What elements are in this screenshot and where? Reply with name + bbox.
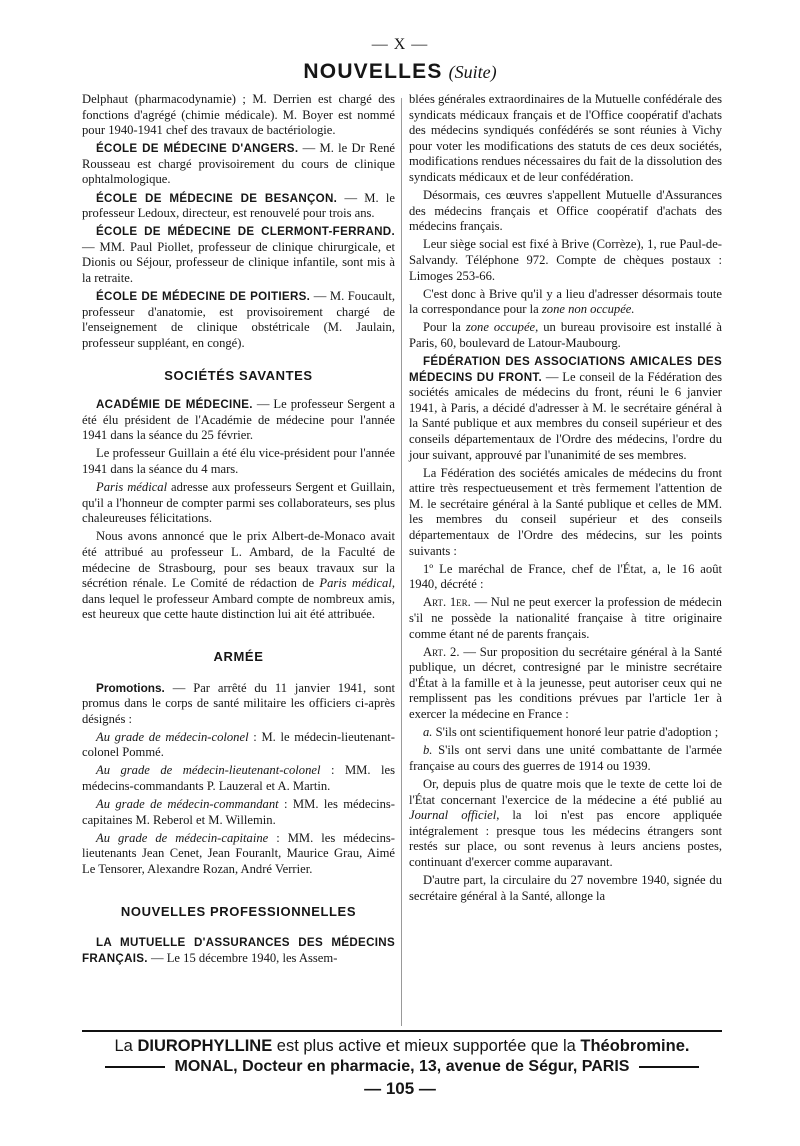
grade-label: Au grade de médecin-lieutenant-colonel bbox=[96, 763, 321, 778]
journal-name: Paris médical bbox=[319, 576, 392, 591]
page-number: — 105 — bbox=[364, 1079, 436, 1098]
grade-label: Au grade de médecin-colonel bbox=[96, 729, 249, 744]
grade-entry bbox=[82, 831, 395, 878]
paragraph: D'autre part, la circulaire du 27 novembre 1940, signée du secrétaire général à la Santé, allonge la bbox=[409, 873, 722, 903]
running-header bbox=[0, 60, 800, 84]
section-title-societes: SOCIÉTÉS SAVANTES bbox=[164, 367, 313, 383]
advert-rule-top bbox=[82, 1030, 722, 1032]
article-label: Art. 1er. bbox=[423, 595, 471, 610]
article-text: — Nul ne peut exercer la profession de médecin s'il ne possède la nationalité française à titre originaire comme étant né de parents français. bbox=[409, 595, 722, 641]
advert-line-1 bbox=[82, 1037, 722, 1056]
paragraph-text: , dans lequel le professeur Ambard compte de nombreux amis, est heureux que cette haute distinction lui ait été attribuée. bbox=[82, 576, 395, 622]
condition-text: S'ils ont scientifiquement honoré leur patrie d'adoption ; bbox=[432, 725, 719, 740]
academie-text: — Le professeur Sergent a été élu président de l'Académie de médecine pour l'année 1941 dans la séance du 25 février. bbox=[82, 397, 395, 443]
emphasis: zone non occupée. bbox=[541, 302, 635, 317]
paragraph: Leur siège social est fixé à Brive (Corrèze), 1, rue Paul-de-Salvandy. Téléphone 972. Compte de chèques postaux : Limoges 253-66. bbox=[409, 237, 722, 283]
paragraph-text: , la loi n'est pas encore appliquée intégralement : presque tous les médecins étrangers sont restés sur place, ou sont revenus à leurs anciens postes, continuant d'exercer comme auparavant. bbox=[409, 808, 723, 869]
angers-text: — M. le Dr René Rousseau est chargé provisoirement du cours de clinique ophtalmologique. bbox=[82, 141, 395, 187]
poitiers-heading: ÉCOLE DE MÉDECINE DE POITIERS. bbox=[96, 290, 311, 304]
clermont-text: — MM. Paul Piollet, professeur de clinique chirurgicale, et Dionis ou Séjour, professeur de clinique infantile, sont mis à la retraite. bbox=[82, 239, 395, 286]
paragraph bbox=[409, 320, 722, 351]
besancon-heading: ÉCOLE DE MÉDECINE DE BESANÇON. bbox=[96, 191, 338, 205]
poitiers-notice bbox=[82, 289, 395, 351]
section-title-professionnelles: NOUVELLES PROFESSIONNELLES bbox=[120, 903, 357, 919]
advert-text: La bbox=[114, 1037, 138, 1055]
paragraph: Désormais, ces œuvres s'appellent Mutuelle d'Assurances des médecins français et Office coopératif d'achats des médecins français. bbox=[409, 188, 722, 234]
condition-a bbox=[409, 725, 722, 741]
academie-heading: ACADÉMIE DE MÉDECINE. bbox=[96, 398, 253, 412]
article-text: — Sur proposition du secrétaire général à la Santé publique, un décret, contresigné par le ministre secrétaire d'État à la famille et à la jeunesse, peut autoriser ceux qui ne remplissent pas les conditions prévues par l'article 1er à exercer la médecine en France : bbox=[409, 644, 722, 722]
angers-notice bbox=[82, 141, 395, 188]
paragraph: Delphaut (pharmacodynamie) ; M. Derrien est chargé des fonctions d'agrégé (chimie médicale). M. Boyer est nommé pour 1940-1941 chef des travaux de bactériologie. bbox=[82, 92, 395, 138]
left-column bbox=[82, 92, 395, 969]
advert-dash bbox=[639, 1066, 699, 1068]
condition-text: S'ils ont servi dans une unité combattante de l'armée française au cours des guerres de 1914 ou 1939. bbox=[409, 743, 722, 773]
grade-text: : MM. les médecins-commandants P. Lauzeral et A. Martin. bbox=[82, 763, 395, 794]
grade-text: : MM. les médecins-lieutenants Jean Cenet, Jean Fouranlt, Maurice Grau, Aimé Le Tensorer, Alexandre Rozan, André Verrier. bbox=[82, 830, 395, 877]
emphasis: zone occupée bbox=[465, 320, 536, 335]
federation-text: — Le conseil de la Fédération des sociétés amicales de médecins du front, réuni le 6 janvier 1941, à Paris, a décidé d'adresser à M. le secrétaire général à la Santé publique et aux membres du conseil supérieur et des conseils départementaux de l'Ordre des médecins, l'ordre du jour suivant, approuvé par l'unanimité de ses membres. bbox=[409, 369, 722, 462]
article-label: Art. 2. bbox=[423, 644, 460, 659]
condition-b bbox=[409, 743, 722, 774]
federation-notice bbox=[409, 354, 722, 463]
mutuelle-text: — Le 15 décembre 1940, les Assem- bbox=[147, 950, 338, 965]
grade-entry bbox=[82, 730, 395, 761]
section-title-armee: ARMÉE bbox=[213, 648, 264, 664]
paragraph-text: Pour la bbox=[423, 320, 466, 335]
column-separator bbox=[401, 98, 402, 1026]
advert-address: MONAL, Docteur en pharmacie, 13, avenue de Ségur, PARIS bbox=[174, 1058, 630, 1075]
paragraph bbox=[82, 529, 395, 623]
advert-compare: Théobromine. bbox=[580, 1037, 690, 1055]
paragraph: blées générales extraordinaires de la Mutuelle confédérale des syndicats médicaux français et de l'Office coopératif d'achats des médecins syndiqués confédérés se sont réunies à Vichy pour voter les modifications des statuts de ces deux sociétés, modifications rendues nécessaires du fait de la dissolution des syndicats médicaux et de leur confédération. bbox=[409, 92, 722, 184]
paragraph bbox=[82, 480, 395, 527]
mutuelle-heading: LA MUTUELLE D'ASSURANCES DES MÉDECINS FRANÇAIS. bbox=[82, 936, 395, 965]
besancon-notice bbox=[82, 191, 395, 222]
grade-label: Au grade de médecin-commandant bbox=[96, 797, 279, 812]
grade-text: : M. le médecin-lieutenant-colonel Pommé. bbox=[82, 729, 396, 760]
paragraph bbox=[409, 287, 722, 318]
journal-name: Paris médical bbox=[96, 480, 168, 495]
promotions-notice bbox=[82, 681, 395, 728]
promotions-text: — Par arrêté du 11 janvier 1941, sont promus dans le corps de santé militaire les officiers ci-après désignés : bbox=[82, 680, 395, 726]
mutuelle-notice bbox=[82, 935, 395, 966]
paragraph-text: adresse aux professeurs Sergent et Guillain, qu'il a l'honneur de compter parmi ses collaborateurs, ses plus chaleureuses félicitations. bbox=[82, 480, 395, 526]
clermont-heading: ÉCOLE DE MÉDECINE DE CLERMONT-FERRAND. bbox=[96, 225, 395, 239]
advert-line-2 bbox=[82, 1058, 722, 1076]
poitiers-text: — M. Foucault, professeur d'anatomie, est provisoirement chargé de l'enseignement de clinique obstétricale (M. Jaulain, professeur suppléant, en congé). bbox=[82, 289, 395, 350]
journal-name: Journal officiel bbox=[409, 808, 497, 823]
right-column bbox=[409, 92, 722, 907]
advert-dash bbox=[105, 1066, 165, 1068]
grade-label: Au grade de médecin-capitaine bbox=[96, 830, 269, 845]
grade-text: : MM. les médecins-capitaines M. Reberol et M. Willemin. bbox=[82, 797, 395, 827]
paragraph: La Fédération des sociétés amicales de médecins du front attire très respectueusement et très fermement l'attention de M. le secrétaire général à la Santé publique et celles de MM. les membres du conseil supérieur et des conseils départementaux de l'Ordre des médecins, sur les points suivants : bbox=[409, 465, 722, 558]
advert-text: est plus active et mieux supportée que la bbox=[272, 1037, 581, 1055]
condition-letter: a. bbox=[423, 725, 433, 740]
clermont-notice bbox=[82, 224, 395, 286]
academie-notice bbox=[82, 397, 395, 444]
paragraph-text: C'est donc à Brive qu'il y a lieu d'adresser désormais toute la correspondance pour la bbox=[409, 286, 722, 317]
condition-letter: b. bbox=[423, 743, 433, 758]
advert-brand: DIUROPHYLLINE bbox=[137, 1037, 273, 1055]
page-roman-number: — X — bbox=[371, 36, 429, 53]
article-2 bbox=[409, 645, 722, 723]
paragraph-text: Or, depuis plus de quatre mois que le texte de cette loi de l'État concernant l'exercice de la médecine a été publié au bbox=[409, 776, 722, 807]
promotions-heading: Promotions. bbox=[96, 680, 165, 695]
header-title: NOUVELLES bbox=[303, 60, 443, 83]
article-1 bbox=[409, 595, 722, 642]
paragraph-text: , un bureau provisoire est installé à Paris, 60, boulevard de Latour-Maubourg. bbox=[409, 320, 722, 350]
paragraph bbox=[409, 777, 722, 871]
federation-heading: FÉDÉRATION DES ASSOCIATIONS AMICALES DES MÉDECINS DU FRONT. bbox=[409, 355, 722, 384]
header-suite: (Suite) bbox=[448, 62, 497, 82]
paragraph: Le professeur Guillain a été élu vice-président pour l'année 1941 dans la séance du 4 mars. bbox=[82, 446, 395, 476]
paragraph-text: Nous avons annoncé que le prix Albert-de-Monaco avait été attribué au professeur L. Ambard, de la Faculté de médecine de Strasbourg, pour ses beaux travaux sur la sécrétion rénale. Le Comité de rédaction de bbox=[82, 529, 395, 591]
besancon-text: — M. le professeur Ledoux, directeur, est renouvelé pour trois ans. bbox=[82, 190, 395, 221]
grade-entry bbox=[82, 763, 395, 794]
grade-entry bbox=[82, 797, 395, 828]
paragraph: 1º Le maréchal de France, chef de l'État, a, le 16 août 1940, décrété : bbox=[409, 561, 722, 592]
angers-heading: ÉCOLE DE MÉDECINE D'ANGERS. bbox=[96, 142, 299, 156]
